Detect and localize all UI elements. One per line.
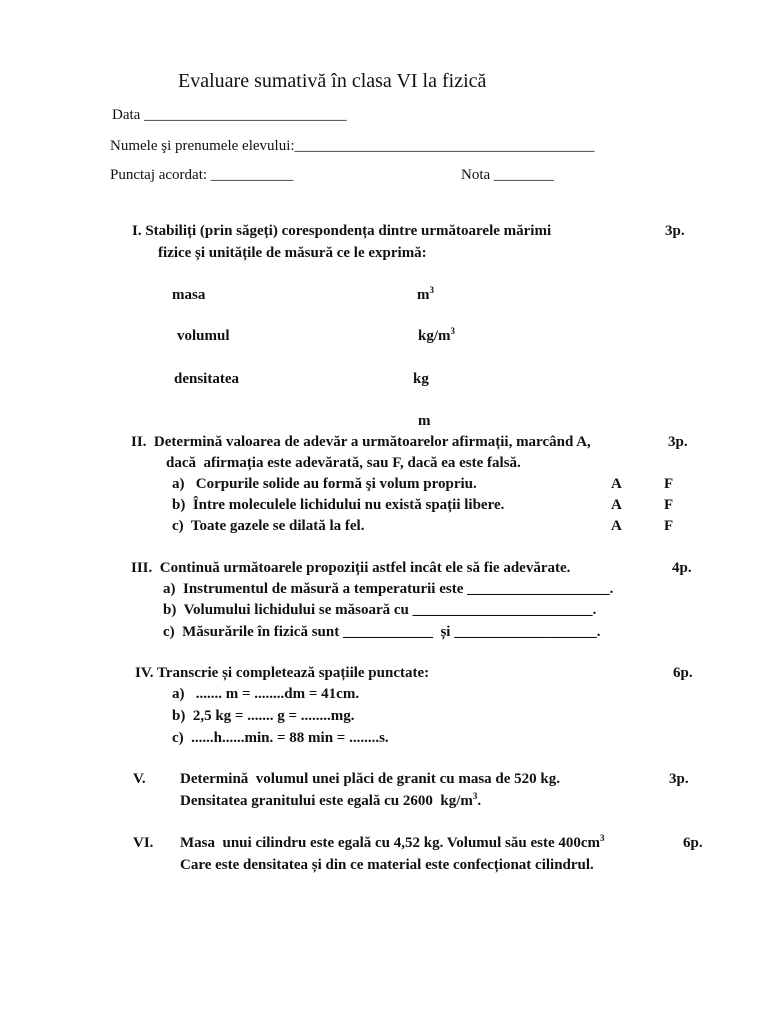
student-name-field: Numele şi prenumele elevului:________________________________________: [110, 138, 595, 154]
q4-item-b: b) 2,5 kg = ....... g = ........mg.: [172, 708, 355, 724]
q4-item-a: a) ....... m = ........dm = 41cm.: [172, 686, 360, 702]
q3-points: 4p.: [672, 560, 692, 576]
q3-item-c: c) Măsurările în fizică sunt ____________ și ___________________.: [163, 624, 601, 640]
q5-text-line1: Determină volumul unei plăci de granit cu masa de 520 kg.: [180, 771, 561, 787]
q1-text-line2: fizice și unitățile de măsură ce le exprimă:: [158, 245, 427, 261]
unit-kg: kg: [413, 371, 429, 387]
quantity-volume: volumul: [177, 328, 230, 344]
q2-item-a-false: F: [664, 476, 674, 492]
unit-meter: m: [418, 413, 431, 429]
q2-item-b: b) Între moleculele lichidului nu există spații libere.: [172, 497, 505, 513]
unit-cubic-meter: $m^3$: [417, 285, 434, 303]
q2-text-line2: dacă afirmația este adevărată, sau F, dacă ea este falsă.: [166, 455, 521, 471]
q2-points: 3p.: [668, 434, 688, 450]
q4-item-c: c) ......h......min. = 88 min = ........s.: [172, 730, 389, 746]
q2-item-c-true: A: [611, 518, 622, 534]
q2-item-c-false: F: [664, 518, 674, 534]
q5-text-line2: Densitatea granitului este egală cu 2600 $kg/m^3$.: [180, 791, 482, 809]
page-title: Evaluare sumativă în clasa VI la fizică: [178, 70, 487, 92]
q2-item-a-true: A: [611, 476, 622, 492]
q5-points: 3p.: [669, 771, 689, 787]
q2-item-b-false: F: [664, 497, 674, 513]
q2-text-line1: II. Determină valoarea de adevăr a următoarelor afirmații, marcând A,: [131, 434, 591, 450]
grade-field: Nota ________: [461, 167, 554, 183]
quantity-mass: masa: [172, 287, 206, 303]
q3-text-line1: III. Continuă următoarele propoziții astfel incât ele să fie adevărate.: [131, 560, 571, 576]
unit-kg-per-cubic-meter: $kg/m^3$: [418, 326, 456, 344]
q4-text-line1: IV. Transcrie și completează spațiile punctate:: [135, 665, 430, 681]
quantity-density: densitatea: [174, 371, 239, 387]
q4-points: 6p.: [673, 665, 693, 681]
q1-points: 3p.: [665, 223, 685, 239]
q6-number: VI.: [133, 835, 154, 851]
q6-points: 6p.: [683, 835, 703, 851]
q1-text-line1: I. Stabiliți (prin săgeți) corespondența dintre următoarele mărimi: [132, 223, 552, 239]
q6-text-line2: Care este densitatea și din ce material este confecționat cilindrul.: [180, 857, 594, 873]
points-awarded-field: Punctaj acordat: ___________: [110, 167, 294, 183]
q2-item-b-true: A: [611, 497, 622, 513]
q2-item-a: a) Corpurile solide au formă şi volum propriu.: [172, 476, 477, 492]
q3-item-a: a) Instrumentul de măsură a temperaturii este ___________________.: [163, 581, 614, 597]
q5-number: V.: [133, 771, 146, 787]
q6-text-line1: Masa unui cilindru este egală cu 4,52 kg. Volumul său este $400cm^3$: [180, 833, 605, 851]
q2-item-c: c) Toate gazele se dilată la fel.: [172, 518, 365, 534]
date-field: Data ___________________________: [112, 107, 347, 123]
q3-item-b: b) Volumului lichidului se măsoară cu ________________________.: [163, 602, 597, 618]
